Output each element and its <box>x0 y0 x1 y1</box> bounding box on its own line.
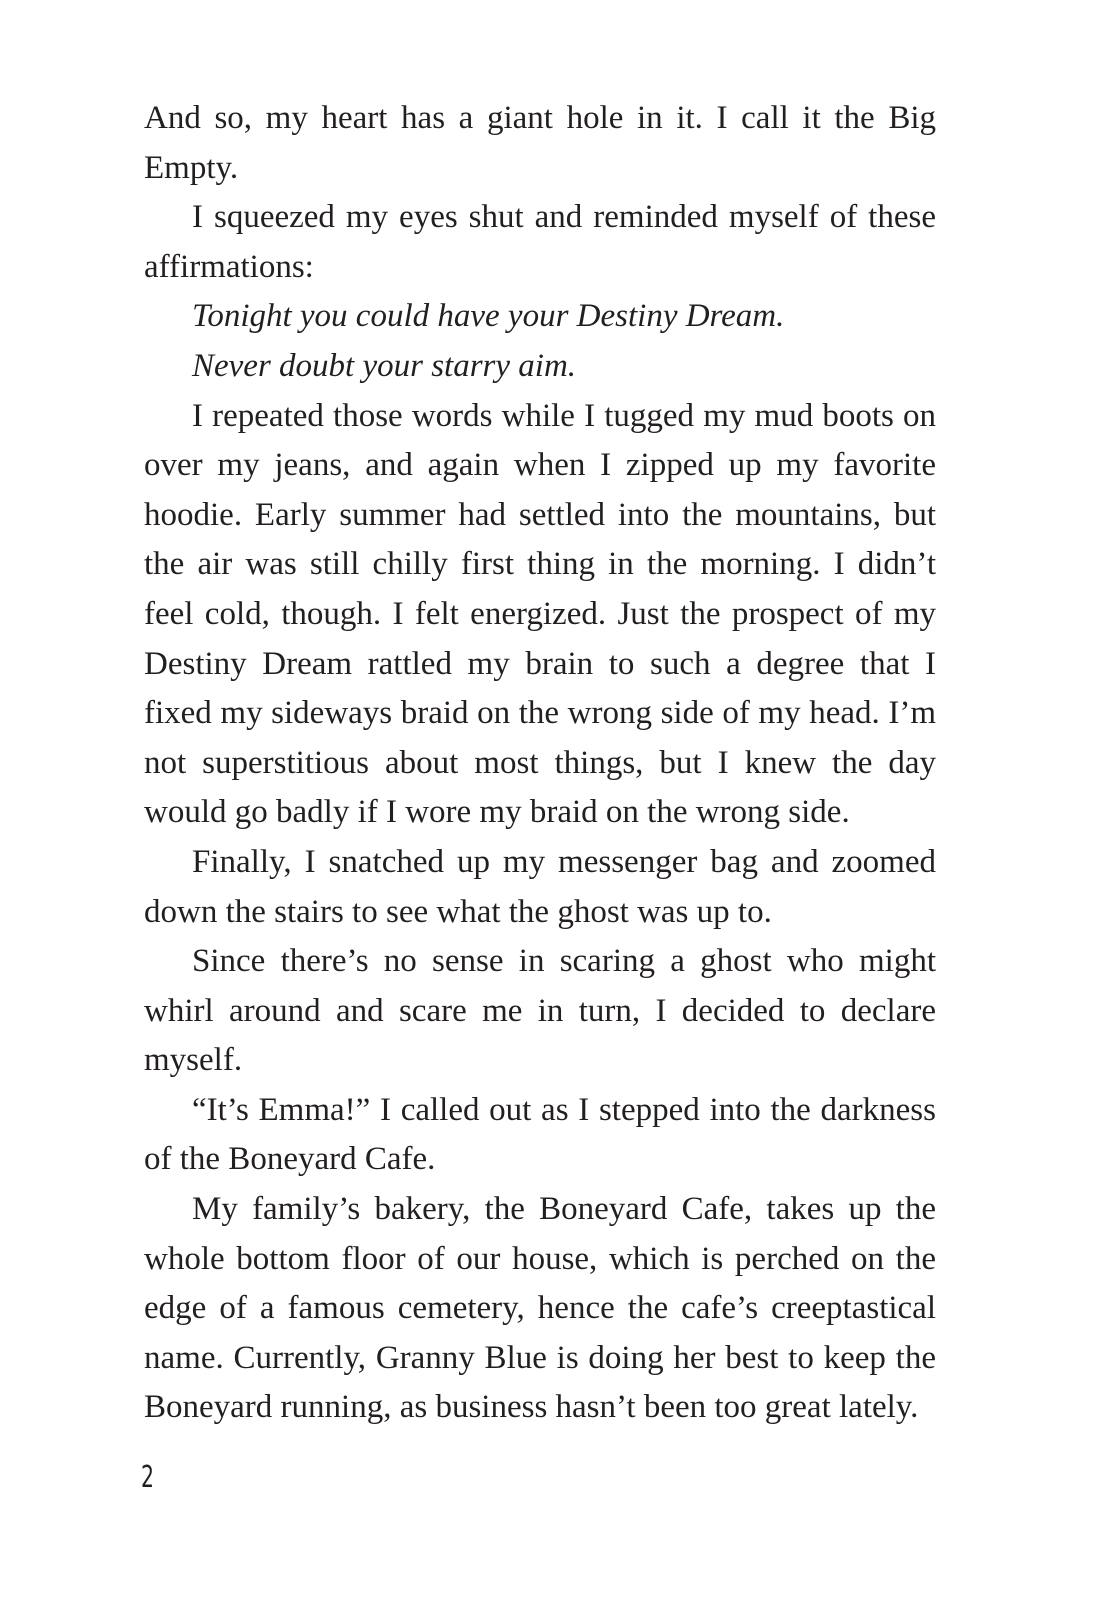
page-number: 2 <box>141 1460 154 1495</box>
paragraph-its-emma: “It’s Emma!” I called out as I stepped into the darkness of the Boneyard Cafe. <box>144 1091 936 1178</box>
body-text <box>144 94 936 1433</box>
affirmation-starry-aim: Never doubt your starry aim. <box>192 347 577 384</box>
paragraph-big-empty: And so, my heart has a giant hole in it. I call it the Big Empty. <box>144 100 936 186</box>
paragraph-affirmations-intro: I squeezed my eyes shut and reminded myself of these affirmations: <box>144 199 936 285</box>
paragraph-morning-routine: I repeated those words while I tugged my mud boots on over my jeans, and again when I zipped up my favorite hoodie. Early summer had settled into the mountains, but the air was still chilly first thing in the morning. I didn’t feel cold, though. I felt energized. Just the prospect of my Destiny Dream rattled my brain to such a degree that I fixed my sideways braid on the wrong side of my head. I’m not superstitious about most things, but I knew the day would go badly if I wore my braid on the wrong side. <box>144 397 936 831</box>
paragraph-boneyard-cafe: My family’s bakery, the Boneyard Cafe, takes up the whole bottom floor of our house, which is perched on the edge of a famous cemetery, hence the cafe’s creeptastical name. Currently, Granny Blue is doing her best to keep the Boneyard running, as business hasn’t been too great lately. <box>144 1191 936 1426</box>
affirmation-destiny-dream: Tonight you could have your Destiny Dream. <box>192 298 785 335</box>
paragraph-messenger-bag: Finally, I snatched up my messenger bag and zoomed down the stairs to see what the ghost was up to. <box>144 843 936 930</box>
paragraph-declare-myself: Since there’s no sense in scaring a ghost who might whirl around and scare me in turn, I decided to declare myself. <box>144 943 936 1079</box>
